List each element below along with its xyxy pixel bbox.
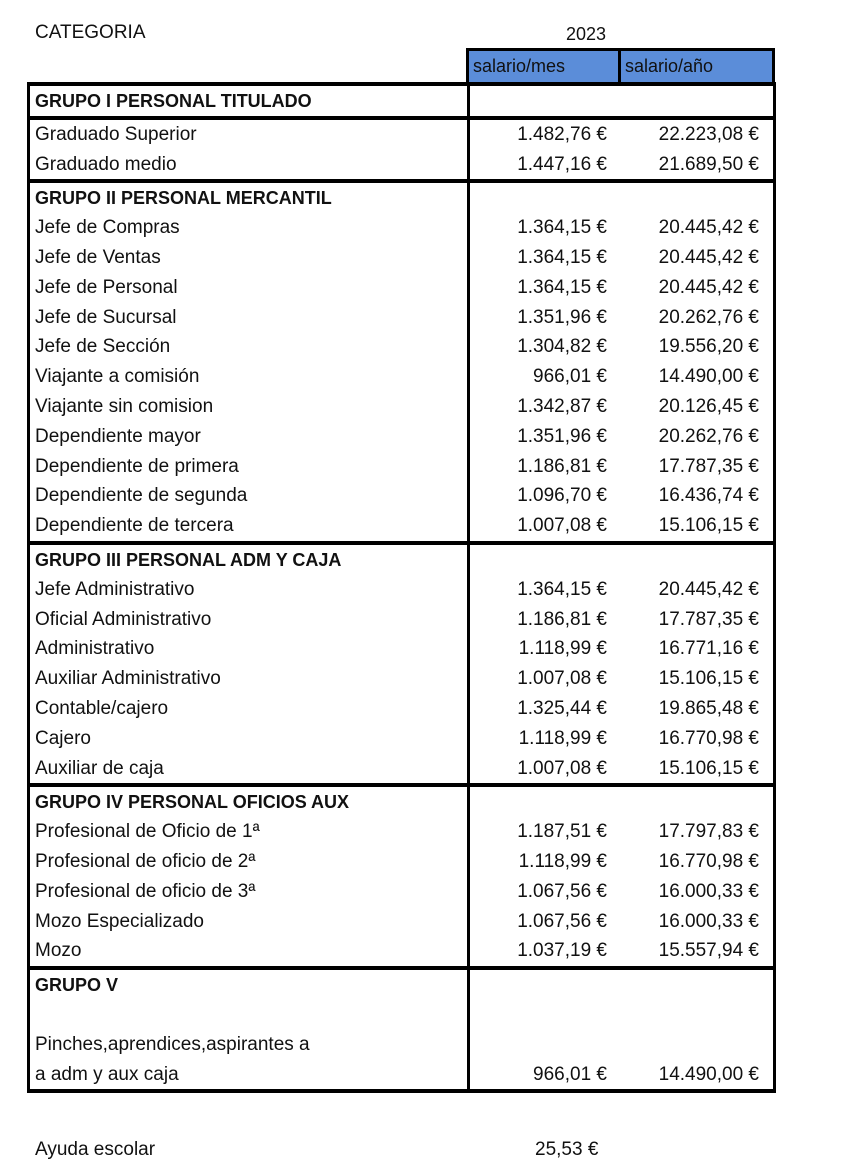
salary-table (27, 82, 776, 1093)
salary-group (27, 970, 776, 1093)
table-row (30, 724, 773, 754)
category-name: Profesional de Oficio de 1ª (35, 821, 260, 843)
category-name: Profesional de oficio de 2ª (35, 850, 256, 872)
table-row (30, 422, 773, 452)
table-row (30, 392, 773, 422)
salary-year-value: 15.557,94 € (658, 940, 759, 962)
category-name: Jefe de Personal (35, 276, 178, 298)
category-name: Auxiliar Administrativo (35, 668, 221, 690)
salary-group (27, 787, 776, 970)
salary-year-value: 15.106,15 € (658, 757, 759, 779)
salary-year-value: 20.262,76 € (658, 425, 759, 447)
salary-year-value: 16.000,33 € (658, 880, 759, 902)
salary-year-value: 14.490,00 € (658, 366, 759, 388)
salary-month-value: 1.351,96 € (517, 306, 607, 328)
salary-year-value: 20.445,42 € (658, 246, 759, 268)
salary-year-value: 20.445,42 € (658, 578, 759, 600)
category-name: Auxiliar de caja (35, 757, 164, 779)
salary-year-value: 20.126,45 € (658, 395, 759, 417)
table-row (30, 273, 773, 303)
salary-year-value: 15.106,15 € (658, 515, 759, 537)
table-row (30, 907, 773, 937)
table-row (30, 1060, 773, 1090)
column-header-row (466, 48, 775, 82)
salary-year-value: 17.797,83 € (658, 821, 759, 843)
category-name: Pinches,aprendices,aspirantes a (35, 1033, 310, 1055)
category-name: Jefe de Sección (35, 336, 171, 358)
category-name: Dependiente mayor (35, 425, 201, 447)
salary-year-value: 16.770,98 € (658, 727, 759, 749)
category-name: Viajante sin comision (35, 395, 214, 417)
group-title: GRUPO V (35, 975, 119, 996)
salary-month-value: 1.118,99 € (518, 727, 607, 749)
table-row (30, 694, 773, 724)
group-title: GRUPO II PERSONAL MERCANTIL (35, 188, 332, 209)
category-name: Mozo Especializado (35, 910, 204, 932)
table-row (30, 362, 773, 392)
category-name: Dependiente de segunda (35, 485, 248, 507)
group-title-row (30, 183, 773, 213)
table-row (30, 877, 773, 907)
salary-month-value: 1.304,82 € (517, 336, 607, 358)
group-title: GRUPO IV PERSONAL OFICIOS AUX (35, 792, 350, 813)
year-heading: 2023 (566, 24, 607, 44)
group-title-row (30, 970, 773, 1000)
table-row (30, 452, 773, 482)
salary-year-value: 15.106,15 € (658, 668, 759, 690)
salary-month-value: 1.037,19 € (517, 940, 607, 962)
category-name: Jefe de Compras (35, 217, 180, 239)
table-row (30, 303, 773, 333)
category-name: Dependiente de tercera (35, 515, 234, 537)
category-name: Contable/cajero (35, 697, 169, 719)
category-name: Mozo (35, 940, 82, 962)
salary-month-value: 1.096,70 € (517, 485, 607, 507)
category-name: Graduado Superior (35, 123, 197, 145)
salary-month-value: 1.482,76 € (517, 123, 607, 145)
salary-month-value: 1.186,81 € (517, 608, 607, 630)
table-row (30, 664, 773, 694)
table-row (30, 150, 773, 180)
group-title-row (30, 86, 773, 120)
salary-year-value: 17.787,35 € (658, 608, 759, 630)
category-name: Oficial Administrativo (35, 608, 212, 630)
salary-year-value: 20.262,76 € (658, 306, 759, 328)
table-row (30, 213, 773, 243)
table-row (30, 605, 773, 635)
salary-month-value: 1.325,44 € (517, 697, 607, 719)
group-title-row (30, 787, 773, 817)
category-name: Administrativo (35, 638, 155, 660)
table-row (30, 575, 773, 605)
category-heading: CATEGORIA (35, 22, 146, 43)
group-title-row (30, 545, 773, 575)
salary-year-value: 20.445,42 € (658, 217, 759, 239)
salary-year-value: 16.771,16 € (658, 638, 759, 660)
group-title: GRUPO III PERSONAL ADM Y CAJA (35, 549, 342, 570)
ayuda-escolar-label: Ayuda escolar (35, 1139, 156, 1160)
salary-month-value: 1.007,08 € (517, 515, 607, 537)
salary-month-value: 1.186,81 € (517, 455, 607, 477)
category-name: a adm y aux caja (35, 1063, 179, 1085)
ayuda-escolar-value: 25,53 € (535, 1139, 599, 1160)
column-header-salary-month: salario/mes (469, 51, 621, 82)
salary-year-value: 19.865,48 € (658, 697, 759, 719)
salary-month-value: 1.007,08 € (517, 757, 607, 779)
category-name: Jefe de Sucursal (35, 306, 177, 328)
salary-month-value: 1.118,99 € (518, 638, 607, 660)
salary-year-value: 20.445,42 € (658, 276, 759, 298)
table-row (30, 120, 773, 150)
category-name: Dependiente de primera (35, 455, 239, 477)
group-title: GRUPO I PERSONAL TITULADO (35, 91, 312, 111)
table-row (30, 1000, 773, 1030)
table-row (30, 332, 773, 362)
salary-group (27, 82, 776, 183)
table-row (30, 936, 773, 966)
salary-month-value: 1.364,15 € (517, 217, 607, 239)
salary-group (27, 545, 776, 787)
category-name: Cajero (35, 727, 91, 749)
salary-month-value: 1.118,99 € (518, 850, 607, 872)
salary-month-value: 1.447,16 € (517, 153, 607, 175)
salary-month-value: 1.342,87 € (517, 395, 607, 417)
table-row (30, 481, 773, 511)
column-header-salary-year: salario/año (625, 56, 714, 76)
salary-month-value: 966,01 € (533, 366, 607, 388)
category-name: Viajante a comisión (35, 366, 200, 388)
table-row (30, 634, 773, 664)
salary-year-value: 16.436,74 € (658, 485, 759, 507)
salary-month-value: 1.007,08 € (517, 668, 607, 690)
category-name: Jefe de Ventas (35, 246, 161, 268)
category-name: Graduado medio (35, 153, 177, 175)
salary-year-value: 22.223,08 € (658, 123, 759, 145)
salary-year-value: 16.770,98 € (658, 850, 759, 872)
category-name: Jefe Administrativo (35, 578, 195, 600)
salary-group (27, 183, 776, 545)
salary-year-value: 17.787,35 € (658, 455, 759, 477)
table-row (30, 754, 773, 784)
table-row (30, 511, 773, 541)
table-row (30, 243, 773, 273)
salary-year-value: 19.556,20 € (658, 336, 759, 358)
table-row (30, 847, 773, 877)
salary-month-value: 1.364,15 € (517, 246, 607, 268)
table-row (30, 817, 773, 847)
salary-month-value: 1.067,56 € (517, 910, 607, 932)
salary-month-value: 1.364,15 € (517, 578, 607, 600)
salary-month-value: 1.187,51 € (517, 821, 607, 843)
salary-year-value: 21.689,50 € (658, 153, 759, 175)
category-name: Profesional de oficio de 3ª (35, 880, 256, 902)
salary-month-value: 966,01 € (533, 1063, 607, 1085)
salary-month-value: 1.364,15 € (517, 276, 607, 298)
salary-month-value: 1.067,56 € (517, 880, 607, 902)
salary-year-value: 16.000,33 € (658, 910, 759, 932)
salary-year-value: 14.490,00 € (658, 1063, 759, 1085)
table-row (30, 1030, 773, 1060)
salary-month-value: 1.351,96 € (517, 425, 607, 447)
